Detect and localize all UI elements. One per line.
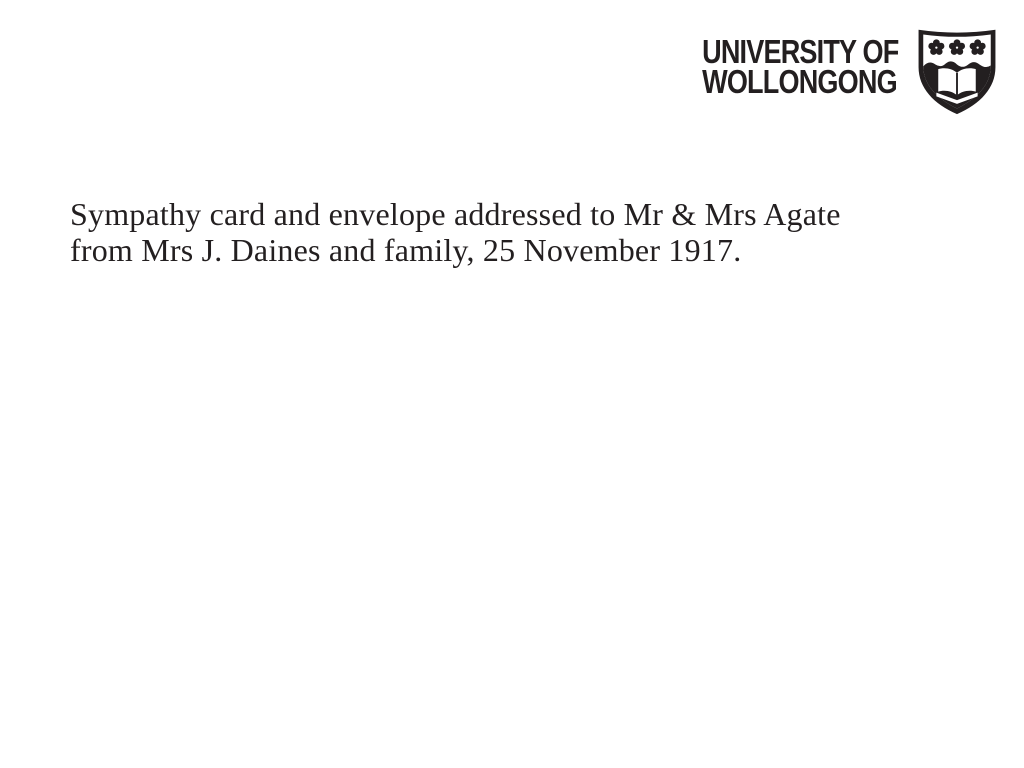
uow-logo	[659, 24, 1002, 118]
uow-crest-icon	[912, 24, 1002, 118]
caption-line-1: Sympathy card and envelope addressed to Mr & Mrs Agate	[70, 196, 841, 232]
caption-line-2: from Mrs J. Daines and family, 25 November 1917.	[70, 232, 742, 268]
crest-flowers	[928, 39, 985, 55]
uow-wordmark	[701, 33, 898, 100]
uow-wordmark-line1: UNIVERSITY OF	[701, 33, 898, 70]
photo-caption	[70, 196, 841, 268]
uow-wordmark-line2: WOLLONGONG	[701, 63, 897, 100]
